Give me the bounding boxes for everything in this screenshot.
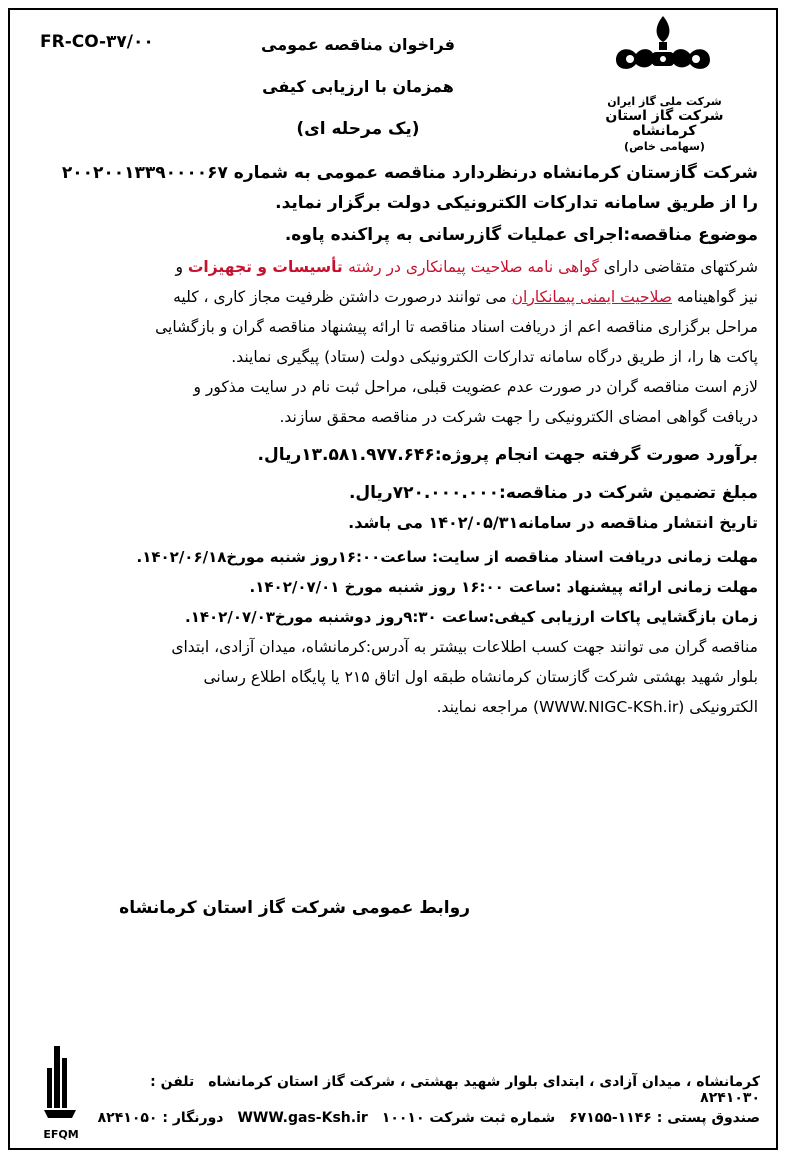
po-box: صندوق پستی : ۱۱۴۶-۶۷۱۵۵ [569, 1110, 760, 1126]
contact-line-2: بلوار شهید بهشتی شرکت گازستان کرمانشاه طبقه اول اتاق ۲۱۵ یا پایگاه اطلاع رسانی [203, 668, 758, 686]
company-type: (سهامی خاص) [624, 140, 705, 153]
contact-line-1: مناقصه گران می توانند جهت کسب اطلاعات بیشتر به آدرس:کرمانشاه، میدان آزادی، ابتدای [171, 638, 758, 656]
company-block [592, 94, 737, 154]
notice-subtitle: همزمان با ارزیابی کیفی [262, 77, 454, 96]
opening-time: زمان بازگشایی پاکات ارزیابی کیفی:ساعت ۹:۳۰روز دوشنبه مورخ۱۴۰۲/۰۷/۰۳. [185, 608, 758, 626]
docs-deadline: مهلت زمانی دریافت اسناد مناقصه از سایت: ساعت۱۶:۰۰روز شنبه مورخ۱۴۰۲/۰۶/۱۸. [136, 548, 758, 566]
footer-address: کرمانشاه ، میدان آزادی ، ابتدای بلوار شهید بهشتی ، شرکت گاز استان کرمانشاه [208, 1074, 760, 1090]
notice-stage: (یک مرحله ای) [296, 119, 420, 139]
eligibility-line-2 [36, 282, 758, 312]
efqm-logo-icon [36, 1040, 86, 1140]
project-estimate: برآورد صورت گرفته جهت انجام پروژه:۱۳.۵۸۱.۹۷۷.۶۴۶ریال. [257, 445, 758, 465]
contractor-certificate: گواهی نامه صلاحیت پیمانکاری در رشته [348, 258, 599, 276]
eligibility-line-4: پاکت ها را، از طریق درگاه سامانه تدارکات الکترونیکی دولت (ستاد) پیگیری نمایند. [231, 348, 758, 366]
guarantee-amount: مبلغ تضمین شرکت در مناقصه:۷۲۰.۰۰۰.۰۰۰ریال. [348, 483, 758, 503]
tender-subject: موضوع مناقصه:اجرای عملیات گازرسانی به پراکنده پاوه. [284, 225, 758, 245]
contact-text: الکترونیکی ( [678, 698, 758, 716]
phone-number: ۸۲۴۱۰۳۰ [700, 1090, 760, 1106]
company-parent: شرکت ملی گاز ایران [607, 95, 722, 108]
field-facilities: تأسیسات و تجهیزات [187, 258, 349, 276]
info-website-link[interactable]: WWW.NIGC-KSh.ir [539, 698, 679, 716]
fax-label: دورنگار : [162, 1110, 224, 1126]
signature: روابط عمومی شرکت گاز استان کرمانشاه [119, 898, 470, 918]
eligibility-line-3: مراحل برگزاری مناقصه اعم از دریافت اسناد مناقصه تا ارائه پیشنهاد مناقصه گران و بازگشایی [155, 318, 758, 336]
form-code: FR-CO-۳۷/۰۰ [40, 32, 154, 52]
registration-line-2: دریافت گواهی امضای الکترونیکی را جهت شرکت در مناقصه محقق سازند. [279, 408, 758, 426]
intro-line-2: را از طریق سامانه تدارکات الکترونیکی دولت برگزار نماید. [275, 193, 758, 213]
registration-number: شماره ثبت شرکت ۱۰۰۱۰ [381, 1110, 556, 1126]
eligibility-text: شرکتهای متقاضی دارای [598, 258, 758, 276]
registration-line-1: لازم است مناقصه گران در صورت عدم عضویت قبلی، مراحل ثبت نام در سایت مذکور و [193, 378, 758, 396]
company-name: شرکت گاز استان کرمانشاه [605, 108, 724, 139]
eligibility-line-1 [36, 252, 758, 282]
fax-number: ۸۲۴۱۰۵۰ [97, 1110, 158, 1126]
offer-deadline: مهلت زمانی ارائه پیشنهاد :ساعت ۱۶:۰۰ روز شنبه مورخ ۱۴۰۲/۰۷/۰۱. [249, 578, 758, 596]
notice-title-block [238, 28, 478, 154]
safety-certificate: صلاحیت ایمنی پیمانکاران [511, 288, 673, 306]
notice-title: فراخوان مناقصه عمومی [261, 35, 455, 54]
eligibility-text-3: می توانند درصورت داشتن ظرفیت مجاز کاری ، کلیه [173, 288, 512, 306]
contact-text-2: ) مراجعه نمایند. [436, 698, 540, 716]
efqm-label: EFQM [43, 1128, 79, 1141]
footer-address-line [90, 1074, 760, 1106]
phone-label: تلفن : [150, 1074, 195, 1090]
notice-body [36, 158, 758, 722]
contact-line-3 [36, 692, 758, 722]
eligibility-text-2: نیز گواهینامه [672, 288, 758, 306]
eligibility-and: و [175, 258, 188, 276]
publish-date: تاریخ انتشار مناقصه در سامانه۱۴۰۲/۰۵/۳۱ می باشد. [348, 513, 758, 532]
footer-contact-line [90, 1110, 760, 1126]
intro-line-1: شرکت گازستان کرمانشاه درنظردارد مناقصه عمومی به شماره ۲۰۰۲۰۰۱۳۳۹۰۰۰۰۶۷ [61, 163, 758, 183]
company-website-link[interactable]: WWW.gas-Ksh.ir [237, 1110, 368, 1126]
nigc-logo-icon [608, 12, 718, 82]
